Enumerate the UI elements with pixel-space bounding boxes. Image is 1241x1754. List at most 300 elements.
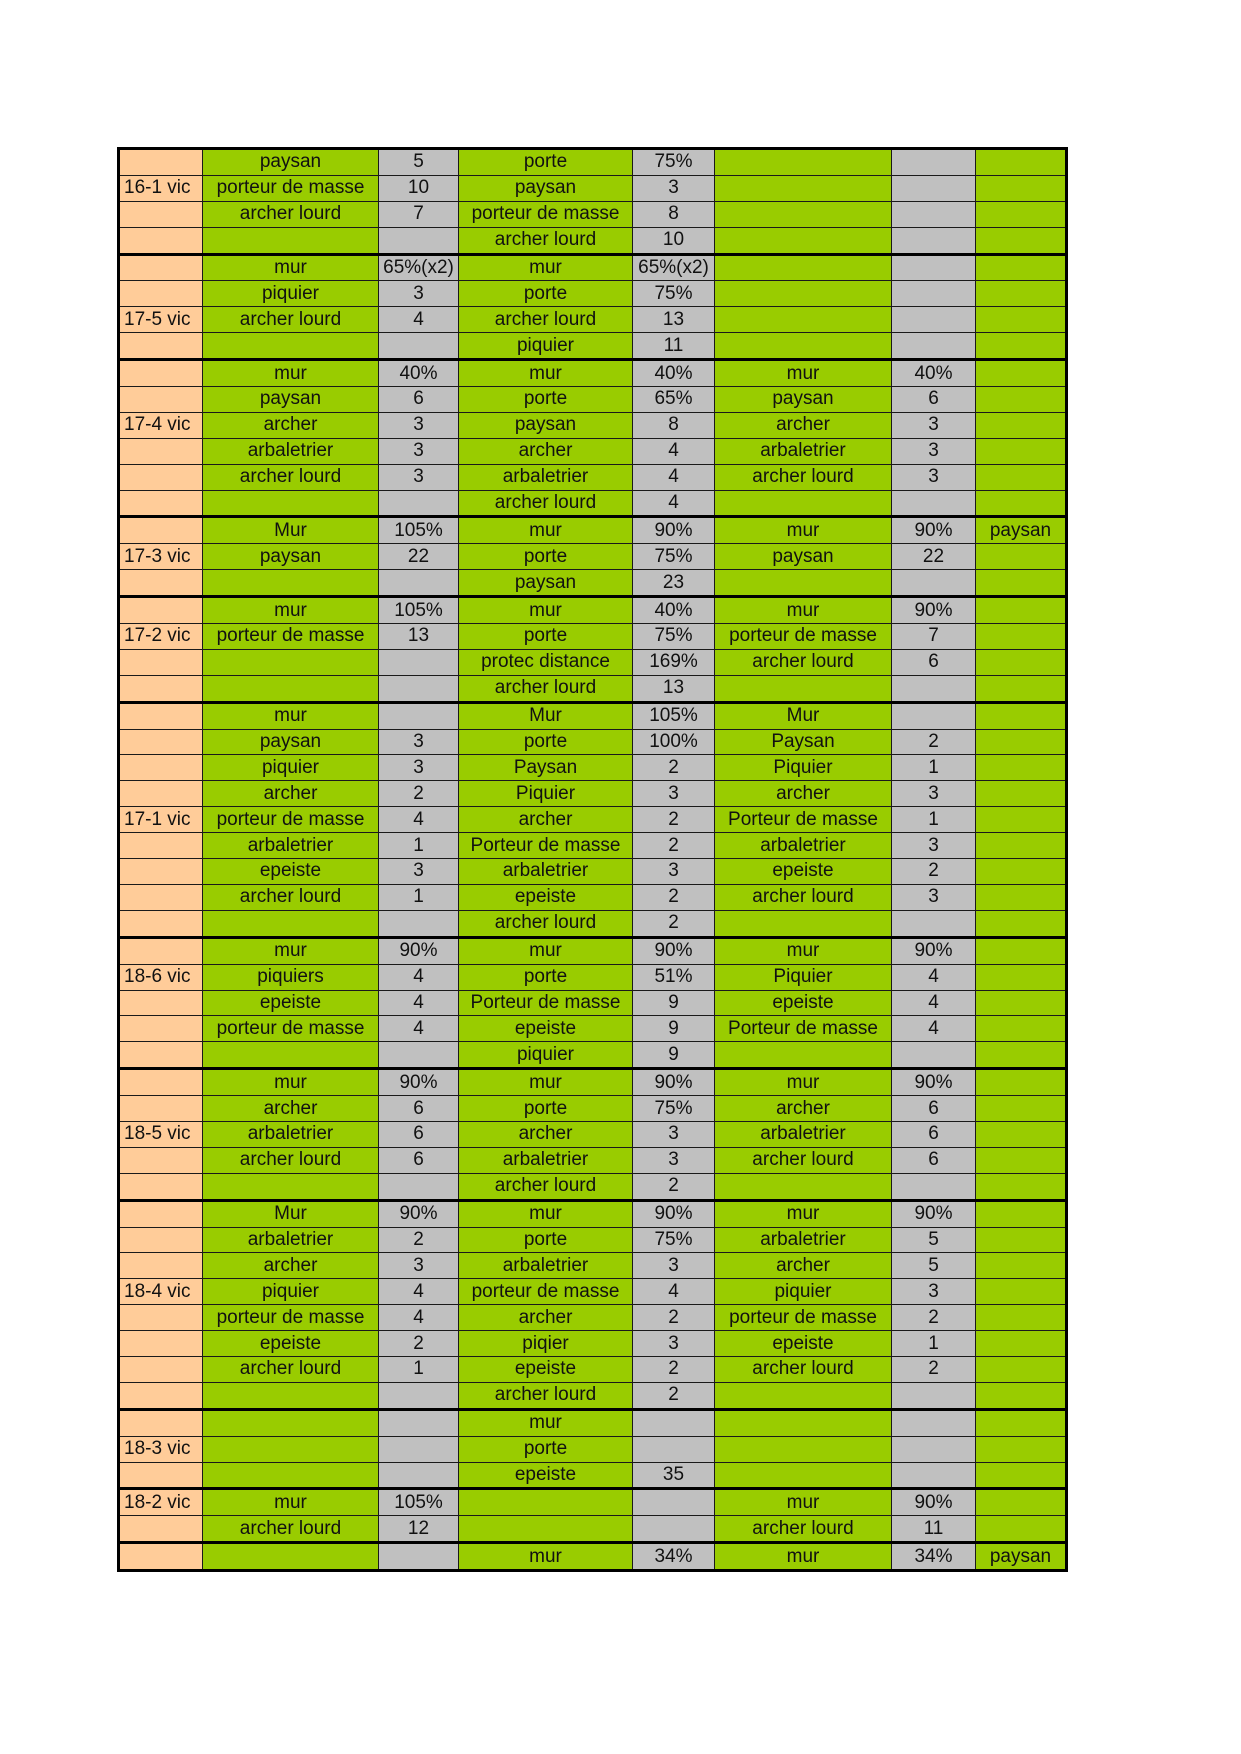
attacker-count-cell[interactable]: 1 xyxy=(379,833,459,859)
note-cell[interactable] xyxy=(976,649,1067,675)
result-count-cell[interactable] xyxy=(892,910,976,937)
attacker-count-cell[interactable] xyxy=(379,1409,459,1436)
defender-count-cell[interactable]: 9 xyxy=(633,1042,715,1069)
defender-unit-cell[interactable]: arbaletrier xyxy=(459,1253,633,1279)
attacker-unit-cell[interactable]: mur xyxy=(203,360,379,387)
note-cell[interactable] xyxy=(976,1382,1067,1409)
defender-count-cell[interactable]: 105% xyxy=(633,702,715,729)
result-count-cell[interactable]: 6 xyxy=(892,1147,976,1173)
label-cell[interactable] xyxy=(119,1543,203,1571)
defender-count-cell[interactable]: 65%(x2) xyxy=(633,254,715,281)
attacker-count-cell[interactable] xyxy=(379,1462,459,1489)
attacker-count-cell[interactable]: 22 xyxy=(379,544,459,570)
attacker-count-cell[interactable]: 4 xyxy=(379,307,459,333)
attacker-count-cell[interactable]: 5 xyxy=(379,149,459,176)
defender-count-cell[interactable]: 23 xyxy=(633,570,715,597)
result-unit-cell[interactable] xyxy=(715,227,892,254)
result-unit-cell[interactable]: mur xyxy=(715,1069,892,1096)
label-cell[interactable] xyxy=(119,1409,203,1436)
note-cell[interactable] xyxy=(976,1227,1067,1253)
defender-unit-cell[interactable]: mur xyxy=(459,254,633,281)
result-count-cell[interactable] xyxy=(892,227,976,254)
note-cell[interactable] xyxy=(976,1489,1067,1516)
result-unit-cell[interactable] xyxy=(715,1042,892,1069)
result-unit-cell[interactable] xyxy=(715,675,892,702)
label-cell[interactable] xyxy=(119,1253,203,1279)
defender-unit-cell[interactable]: archer xyxy=(459,1121,633,1147)
defender-unit-cell[interactable]: porte xyxy=(459,964,633,990)
defender-unit-cell[interactable] xyxy=(459,1516,633,1543)
result-unit-cell[interactable]: Mur xyxy=(715,702,892,729)
label-cell[interactable] xyxy=(119,149,203,176)
attacker-unit-cell[interactable]: paysan xyxy=(203,729,379,755)
defender-unit-cell[interactable]: archer lourd xyxy=(459,307,633,333)
result-unit-cell[interactable] xyxy=(715,1173,892,1200)
label-cell[interactable] xyxy=(119,990,203,1016)
result-count-cell[interactable] xyxy=(892,307,976,333)
result-unit-cell[interactable] xyxy=(715,1462,892,1489)
battle-label-cell[interactable]: 18-5 vic xyxy=(119,1121,203,1147)
result-unit-cell[interactable] xyxy=(715,333,892,360)
attacker-count-cell[interactable] xyxy=(379,649,459,675)
attacker-unit-cell[interactable]: mur xyxy=(203,1489,379,1516)
defender-count-cell[interactable]: 40% xyxy=(633,360,715,387)
label-cell[interactable] xyxy=(119,517,203,544)
attacker-count-cell[interactable]: 12 xyxy=(379,1516,459,1543)
defender-unit-cell[interactable]: porte xyxy=(459,729,633,755)
result-unit-cell[interactable]: Piquier xyxy=(715,755,892,781)
defender-unit-cell[interactable]: arbaletrier xyxy=(459,464,633,490)
result-count-cell[interactable]: 90% xyxy=(892,937,976,964)
attacker-count-cell[interactable]: 105% xyxy=(379,517,459,544)
attacker-count-cell[interactable]: 90% xyxy=(379,1200,459,1227)
battle-label-cell[interactable]: 17-3 vic xyxy=(119,544,203,570)
defender-count-cell[interactable] xyxy=(633,1409,715,1436)
attacker-unit-cell[interactable]: piquiers xyxy=(203,964,379,990)
note-cell[interactable] xyxy=(976,755,1067,781)
note-cell[interactable] xyxy=(976,937,1067,964)
result-unit-cell[interactable] xyxy=(715,910,892,937)
label-cell[interactable] xyxy=(119,490,203,517)
attacker-unit-cell[interactable] xyxy=(203,1543,379,1571)
result-count-cell[interactable]: 7 xyxy=(892,624,976,650)
attacker-unit-cell[interactable]: porteur de masse xyxy=(203,624,379,650)
result-unit-cell[interactable]: archer xyxy=(715,781,892,807)
attacker-unit-cell[interactable] xyxy=(203,1173,379,1200)
label-cell[interactable] xyxy=(119,859,203,885)
label-cell[interactable] xyxy=(119,333,203,360)
result-count-cell[interactable]: 90% xyxy=(892,1069,976,1096)
note-cell[interactable] xyxy=(976,570,1067,597)
defender-count-cell[interactable]: 75% xyxy=(633,624,715,650)
result-count-cell[interactable]: 5 xyxy=(892,1227,976,1253)
defender-unit-cell[interactable]: archer lourd xyxy=(459,227,633,254)
label-cell[interactable] xyxy=(119,1227,203,1253)
result-count-cell[interactable] xyxy=(892,254,976,281)
result-count-cell[interactable] xyxy=(892,1462,976,1489)
result-unit-cell[interactable]: mur xyxy=(715,1543,892,1571)
label-cell[interactable] xyxy=(119,254,203,281)
note-cell[interactable] xyxy=(976,781,1067,807)
label-cell[interactable] xyxy=(119,781,203,807)
defender-count-cell[interactable]: 13 xyxy=(633,675,715,702)
result-unit-cell[interactable]: arbaletrier xyxy=(715,833,892,859)
attacker-unit-cell[interactable]: Mur xyxy=(203,1200,379,1227)
result-count-cell[interactable] xyxy=(892,675,976,702)
result-count-cell[interactable] xyxy=(892,281,976,307)
attacker-count-cell[interactable] xyxy=(379,1543,459,1571)
label-cell[interactable] xyxy=(119,1516,203,1543)
note-cell[interactable] xyxy=(976,149,1067,176)
label-cell[interactable] xyxy=(119,884,203,910)
note-cell[interactable] xyxy=(976,1121,1067,1147)
defender-unit-cell[interactable]: piquier xyxy=(459,1042,633,1069)
attacker-unit-cell[interactable] xyxy=(203,227,379,254)
result-unit-cell[interactable] xyxy=(715,490,892,517)
result-unit-cell[interactable]: mur xyxy=(715,517,892,544)
attacker-unit-cell[interactable]: archer lourd xyxy=(203,1147,379,1173)
attacker-unit-cell[interactable] xyxy=(203,333,379,360)
attacker-count-cell[interactable]: 2 xyxy=(379,1331,459,1357)
result-unit-cell[interactable]: mur xyxy=(715,360,892,387)
note-cell[interactable] xyxy=(976,1016,1067,1042)
defender-count-cell[interactable]: 75% xyxy=(633,281,715,307)
result-count-cell[interactable] xyxy=(892,201,976,227)
label-cell[interactable] xyxy=(119,755,203,781)
note-cell[interactable] xyxy=(976,1042,1067,1069)
result-count-cell[interactable]: 22 xyxy=(892,544,976,570)
result-unit-cell[interactable]: archer lourd xyxy=(715,464,892,490)
result-count-cell[interactable]: 4 xyxy=(892,990,976,1016)
attacker-unit-cell[interactable]: epeiste xyxy=(203,1331,379,1357)
defender-unit-cell[interactable]: mur xyxy=(459,1409,633,1436)
attacker-count-cell[interactable]: 105% xyxy=(379,597,459,624)
attacker-count-cell[interactable]: 3 xyxy=(379,464,459,490)
result-count-cell[interactable] xyxy=(892,333,976,360)
note-cell[interactable] xyxy=(976,1147,1067,1173)
result-unit-cell[interactable]: Piquier xyxy=(715,964,892,990)
result-unit-cell[interactable]: mur xyxy=(715,1489,892,1516)
label-cell[interactable] xyxy=(119,1042,203,1069)
note-cell[interactable] xyxy=(976,1462,1067,1489)
result-count-cell[interactable]: 2 xyxy=(892,1356,976,1382)
defender-unit-cell[interactable]: epeiste xyxy=(459,1016,633,1042)
defender-unit-cell[interactable]: Paysan xyxy=(459,755,633,781)
label-cell[interactable] xyxy=(119,201,203,227)
battle-label-cell[interactable]: 18-6 vic xyxy=(119,964,203,990)
defender-count-cell[interactable]: 90% xyxy=(633,517,715,544)
result-count-cell[interactable]: 3 xyxy=(892,1279,976,1305)
attacker-count-cell[interactable] xyxy=(379,910,459,937)
attacker-count-cell[interactable]: 3 xyxy=(379,729,459,755)
attacker-unit-cell[interactable]: epeiste xyxy=(203,990,379,1016)
result-unit-cell[interactable] xyxy=(715,254,892,281)
defender-count-cell[interactable]: 34% xyxy=(633,1543,715,1571)
attacker-unit-cell[interactable]: archer lourd xyxy=(203,1516,379,1543)
battle-label-cell[interactable]: 18-3 vic xyxy=(119,1436,203,1462)
defender-count-cell[interactable]: 2 xyxy=(633,884,715,910)
defender-unit-cell[interactable]: porteur de masse xyxy=(459,201,633,227)
battle-label-cell[interactable]: 16-1 vic xyxy=(119,175,203,201)
label-cell[interactable] xyxy=(119,360,203,387)
attacker-count-cell[interactable]: 4 xyxy=(379,1016,459,1042)
defender-unit-cell[interactable]: Porteur de masse xyxy=(459,833,633,859)
label-cell[interactable] xyxy=(119,729,203,755)
label-cell[interactable] xyxy=(119,281,203,307)
attacker-count-cell[interactable]: 2 xyxy=(379,1227,459,1253)
defender-unit-cell[interactable]: Mur xyxy=(459,702,633,729)
defender-unit-cell[interactable]: archer lourd xyxy=(459,490,633,517)
defender-unit-cell[interactable]: archer lourd xyxy=(459,675,633,702)
result-count-cell[interactable]: 3 xyxy=(892,464,976,490)
result-unit-cell[interactable]: epeiste xyxy=(715,1331,892,1357)
defender-unit-cell[interactable]: epeiste xyxy=(459,884,633,910)
defender-count-cell[interactable]: 2 xyxy=(633,755,715,781)
result-count-cell[interactable]: 6 xyxy=(892,387,976,413)
attacker-unit-cell[interactable]: archer lourd xyxy=(203,307,379,333)
result-count-cell[interactable] xyxy=(892,1436,976,1462)
result-unit-cell[interactable] xyxy=(715,570,892,597)
defender-unit-cell[interactable]: porte xyxy=(459,281,633,307)
battle-label-cell[interactable]: 17-1 vic xyxy=(119,807,203,833)
attacker-count-cell[interactable]: 6 xyxy=(379,1121,459,1147)
attacker-unit-cell[interactable]: arbaletrier xyxy=(203,1121,379,1147)
attacker-unit-cell[interactable]: arbaletrier xyxy=(203,1227,379,1253)
defender-count-cell[interactable]: 75% xyxy=(633,1096,715,1122)
note-cell[interactable] xyxy=(976,412,1067,438)
attacker-unit-cell[interactable]: archer lourd xyxy=(203,884,379,910)
defender-unit-cell[interactable]: Piquier xyxy=(459,781,633,807)
battle-label-cell[interactable]: 17-2 vic xyxy=(119,624,203,650)
note-cell[interactable] xyxy=(976,281,1067,307)
attacker-unit-cell[interactable]: paysan xyxy=(203,544,379,570)
attacker-unit-cell[interactable]: porteur de masse xyxy=(203,175,379,201)
attacker-unit-cell[interactable]: mur xyxy=(203,1069,379,1096)
defender-unit-cell[interactable]: archer xyxy=(459,1305,633,1331)
label-cell[interactable] xyxy=(119,702,203,729)
result-unit-cell[interactable] xyxy=(715,149,892,176)
result-unit-cell[interactable] xyxy=(715,1436,892,1462)
note-cell[interactable] xyxy=(976,490,1067,517)
note-cell[interactable] xyxy=(976,1331,1067,1357)
result-count-cell[interactable] xyxy=(892,175,976,201)
label-cell[interactable] xyxy=(119,570,203,597)
attacker-count-cell[interactable]: 1 xyxy=(379,1356,459,1382)
attacker-count-cell[interactable] xyxy=(379,702,459,729)
defender-unit-cell[interactable]: piquier xyxy=(459,333,633,360)
note-cell[interactable] xyxy=(976,1279,1067,1305)
result-count-cell[interactable]: 90% xyxy=(892,517,976,544)
defender-count-cell[interactable]: 75% xyxy=(633,1227,715,1253)
note-cell[interactable] xyxy=(976,387,1067,413)
attacker-count-cell[interactable] xyxy=(379,1436,459,1462)
attacker-unit-cell[interactable]: mur xyxy=(203,597,379,624)
note-cell[interactable] xyxy=(976,1436,1067,1462)
label-cell[interactable] xyxy=(119,1016,203,1042)
label-cell[interactable] xyxy=(119,597,203,624)
battle-label-cell[interactable]: 17-5 vic xyxy=(119,307,203,333)
result-count-cell[interactable]: 11 xyxy=(892,1516,976,1543)
result-unit-cell[interactable]: mur xyxy=(715,597,892,624)
defender-count-cell[interactable]: 2 xyxy=(633,1382,715,1409)
result-count-cell[interactable]: 4 xyxy=(892,964,976,990)
attacker-unit-cell[interactable]: archer lourd xyxy=(203,464,379,490)
result-count-cell[interactable] xyxy=(892,570,976,597)
note-cell[interactable] xyxy=(976,990,1067,1016)
defender-count-cell[interactable]: 8 xyxy=(633,201,715,227)
result-unit-cell[interactable]: porteur de masse xyxy=(715,624,892,650)
defender-unit-cell[interactable]: paysan xyxy=(459,570,633,597)
result-unit-cell[interactable]: piquier xyxy=(715,1279,892,1305)
attacker-count-cell[interactable]: 3 xyxy=(379,859,459,885)
defender-count-cell[interactable]: 2 xyxy=(633,1356,715,1382)
result-unit-cell[interactable] xyxy=(715,281,892,307)
note-cell[interactable] xyxy=(976,964,1067,990)
label-cell[interactable] xyxy=(119,833,203,859)
defender-unit-cell[interactable]: paysan xyxy=(459,412,633,438)
note-cell[interactable] xyxy=(976,1409,1067,1436)
note-cell[interactable] xyxy=(976,1069,1067,1096)
result-count-cell[interactable]: 2 xyxy=(892,1305,976,1331)
attacker-unit-cell[interactable] xyxy=(203,1436,379,1462)
defender-count-cell[interactable]: 75% xyxy=(633,544,715,570)
attacker-count-cell[interactable]: 6 xyxy=(379,1096,459,1122)
defender-unit-cell[interactable] xyxy=(459,1489,633,1516)
note-cell[interactable] xyxy=(976,254,1067,281)
result-unit-cell[interactable] xyxy=(715,201,892,227)
result-count-cell[interactable]: 34% xyxy=(892,1543,976,1571)
attacker-count-cell[interactable]: 13 xyxy=(379,624,459,650)
note-cell[interactable] xyxy=(976,859,1067,885)
attacker-unit-cell[interactable]: piquier xyxy=(203,755,379,781)
attacker-unit-cell[interactable]: porteur de masse xyxy=(203,1305,379,1331)
attacker-count-cell[interactable]: 105% xyxy=(379,1489,459,1516)
defender-unit-cell[interactable]: Porteur de masse xyxy=(459,990,633,1016)
note-cell[interactable] xyxy=(976,1356,1067,1382)
result-count-cell[interactable]: 40% xyxy=(892,360,976,387)
label-cell[interactable] xyxy=(119,1173,203,1200)
defender-count-cell[interactable]: 9 xyxy=(633,990,715,1016)
defender-count-cell[interactable]: 13 xyxy=(633,307,715,333)
result-unit-cell[interactable]: archer xyxy=(715,1096,892,1122)
result-unit-cell[interactable]: mur xyxy=(715,1200,892,1227)
attacker-count-cell[interactable]: 4 xyxy=(379,807,459,833)
defender-count-cell[interactable]: 4 xyxy=(633,490,715,517)
attacker-unit-cell[interactable] xyxy=(203,910,379,937)
result-unit-cell[interactable]: paysan xyxy=(715,387,892,413)
note-cell[interactable]: paysan xyxy=(976,1543,1067,1571)
note-cell[interactable] xyxy=(976,201,1067,227)
label-cell[interactable] xyxy=(119,649,203,675)
result-unit-cell[interactable]: Porteur de masse xyxy=(715,807,892,833)
note-cell[interactable] xyxy=(976,807,1067,833)
attacker-unit-cell[interactable] xyxy=(203,675,379,702)
attacker-count-cell[interactable] xyxy=(379,1382,459,1409)
result-count-cell[interactable]: 3 xyxy=(892,884,976,910)
defender-count-cell[interactable]: 3 xyxy=(633,1253,715,1279)
result-count-cell[interactable]: 6 xyxy=(892,649,976,675)
defender-unit-cell[interactable]: archer lourd xyxy=(459,1382,633,1409)
defender-count-cell[interactable] xyxy=(633,1516,715,1543)
attacker-unit-cell[interactable]: porteur de masse xyxy=(203,1016,379,1042)
attacker-count-cell[interactable]: 2 xyxy=(379,781,459,807)
attacker-count-cell[interactable]: 40% xyxy=(379,360,459,387)
result-count-cell[interactable]: 2 xyxy=(892,729,976,755)
result-count-cell[interactable] xyxy=(892,149,976,176)
result-unit-cell[interactable]: epeiste xyxy=(715,990,892,1016)
defender-unit-cell[interactable]: mur xyxy=(459,937,633,964)
attacker-count-cell[interactable]: 4 xyxy=(379,990,459,1016)
defender-count-cell[interactable]: 2 xyxy=(633,1305,715,1331)
defender-unit-cell[interactable]: porte xyxy=(459,149,633,176)
defender-unit-cell[interactable]: arbaletrier xyxy=(459,859,633,885)
note-cell[interactable] xyxy=(976,1200,1067,1227)
attacker-count-cell[interactable] xyxy=(379,490,459,517)
note-cell[interactable] xyxy=(976,438,1067,464)
note-cell[interactable] xyxy=(976,675,1067,702)
result-count-cell[interactable]: 5 xyxy=(892,1253,976,1279)
note-cell[interactable] xyxy=(976,175,1067,201)
note-cell[interactable] xyxy=(976,307,1067,333)
attacker-count-cell[interactable]: 3 xyxy=(379,1253,459,1279)
note-cell[interactable] xyxy=(976,1173,1067,1200)
defender-count-cell[interactable]: 4 xyxy=(633,464,715,490)
defender-count-cell[interactable]: 8 xyxy=(633,412,715,438)
label-cell[interactable] xyxy=(119,387,203,413)
result-count-cell[interactable]: 90% xyxy=(892,1200,976,1227)
note-cell[interactable]: paysan xyxy=(976,517,1067,544)
defender-count-cell[interactable]: 9 xyxy=(633,1016,715,1042)
attacker-count-cell[interactable]: 4 xyxy=(379,1279,459,1305)
label-cell[interactable] xyxy=(119,438,203,464)
result-count-cell[interactable]: 6 xyxy=(892,1096,976,1122)
note-cell[interactable] xyxy=(976,884,1067,910)
battle-label-cell[interactable]: 17-4 vic xyxy=(119,412,203,438)
defender-unit-cell[interactable]: porte xyxy=(459,1227,633,1253)
label-cell[interactable] xyxy=(119,1331,203,1357)
attacker-unit-cell[interactable] xyxy=(203,1409,379,1436)
result-count-cell[interactable] xyxy=(892,1409,976,1436)
defender-count-cell[interactable]: 11 xyxy=(633,333,715,360)
defender-unit-cell[interactable]: protec distance xyxy=(459,649,633,675)
note-cell[interactable] xyxy=(976,1253,1067,1279)
result-unit-cell[interactable]: Porteur de masse xyxy=(715,1016,892,1042)
label-cell[interactable] xyxy=(119,1462,203,1489)
defender-count-cell[interactable]: 3 xyxy=(633,1121,715,1147)
defender-unit-cell[interactable]: mur xyxy=(459,597,633,624)
attacker-count-cell[interactable]: 7 xyxy=(379,201,459,227)
result-unit-cell[interactable]: archer xyxy=(715,412,892,438)
note-cell[interactable] xyxy=(976,702,1067,729)
attacker-unit-cell[interactable]: archer xyxy=(203,412,379,438)
label-cell[interactable] xyxy=(119,227,203,254)
result-count-cell[interactable] xyxy=(892,490,976,517)
attacker-unit-cell[interactable] xyxy=(203,1462,379,1489)
note-cell[interactable] xyxy=(976,227,1067,254)
label-cell[interactable] xyxy=(119,675,203,702)
attacker-unit-cell[interactable]: archer lourd xyxy=(203,1356,379,1382)
attacker-count-cell[interactable]: 6 xyxy=(379,1147,459,1173)
attacker-unit-cell[interactable]: paysan xyxy=(203,387,379,413)
result-unit-cell[interactable]: archer lourd xyxy=(715,884,892,910)
result-count-cell[interactable]: 3 xyxy=(892,833,976,859)
attacker-unit-cell[interactable] xyxy=(203,490,379,517)
result-unit-cell[interactable]: mur xyxy=(715,937,892,964)
attacker-unit-cell[interactable] xyxy=(203,570,379,597)
attacker-count-cell[interactable]: 6 xyxy=(379,387,459,413)
attacker-unit-cell[interactable]: archer xyxy=(203,1253,379,1279)
result-unit-cell[interactable] xyxy=(715,175,892,201)
